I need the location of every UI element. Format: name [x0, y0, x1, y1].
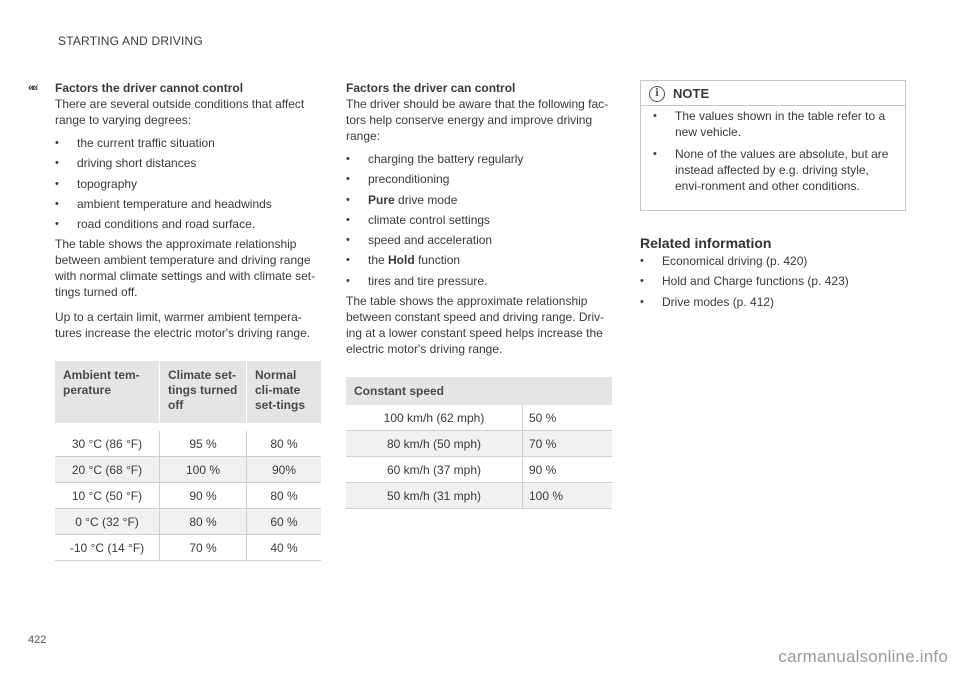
table-cell: 80 %: [247, 431, 322, 457]
list-item: • tires and tire pressure.: [346, 273, 614, 289]
list-item: • ambient temperature and headwinds: [55, 196, 323, 212]
related-link-hold-and-charge[interactable]: • Hold and Charge functions (p. 423): [640, 273, 908, 289]
page-number: 422: [28, 634, 47, 646]
table-cell: 80 %: [247, 483, 322, 509]
related-link-economical-driving[interactable]: • Economical driving (p. 420): [640, 253, 908, 269]
list-item: • speed and acceleration: [346, 232, 614, 248]
right-column: [640, 80, 908, 314]
table-cell: 40 %: [247, 535, 322, 561]
table-cell: 50 %: [523, 405, 613, 431]
table-cell: 60 km/h (37 mph): [346, 457, 523, 483]
note-list: [653, 108, 893, 194]
list-item: • None of the values are absolute, but are instead affected by e.g. driving style, envi-ronment and other conditions.: [653, 146, 893, 194]
table-cell: 70 %: [523, 431, 613, 457]
continued-from-previous-page-icon: ««: [28, 82, 37, 94]
list-item: • topography: [55, 176, 323, 192]
list-item: • Pure drive mode: [346, 192, 614, 208]
cannot-control-intro: There are several outside conditions that affect range to varying degrees:: [55, 97, 305, 127]
table-row: [346, 483, 612, 509]
hold-function-term: Hold: [388, 253, 415, 268]
table-cell: 100 km/h (62 mph): [346, 405, 523, 431]
heading-cannot-control: Factors the driver cannot control: [55, 81, 244, 95]
table-cell: 0 °C (32 °F): [55, 509, 160, 535]
table-cell: 80 km/h (50 mph): [346, 431, 523, 457]
table-cell: -10 °C (14 °F): [55, 535, 160, 561]
column-header: Ambient tem-perature: [55, 361, 160, 423]
related-information-heading: Related information: [640, 235, 772, 251]
table-row: [55, 509, 321, 535]
watermark: carmanualsonline.info: [778, 647, 948, 666]
info-icon: i: [649, 86, 665, 102]
table-cell: 90 %: [523, 457, 613, 483]
middle-column: [346, 80, 614, 509]
table-header-row: [346, 377, 612, 405]
temperature-range-table: [55, 361, 321, 561]
list-item: • driving short distances: [55, 155, 323, 171]
related-link-drive-modes[interactable]: • Drive modes (p. 412): [640, 294, 908, 310]
table-cell: 95 %: [160, 431, 247, 457]
column-header: Constant speed: [346, 377, 612, 405]
note-header: [641, 81, 905, 106]
table-header-row: [55, 361, 321, 423]
warmer-temperature-note: Up to a certain limit, warmer ambient tempera-tures increase the electric motor's driving range.: [55, 310, 311, 341]
table-row: [346, 457, 612, 483]
table-row: [55, 431, 321, 457]
table-cell: 20 °C (68 °F): [55, 457, 160, 483]
can-control-list: [346, 151, 614, 289]
list-item: • climate control settings: [346, 212, 614, 228]
section-header: STARTING AND DRIVING: [58, 34, 203, 48]
list-item: • charging the battery regularly: [346, 151, 614, 167]
pure-mode-term: Pure: [368, 192, 395, 207]
heading-can-control: Factors the driver can control: [346, 81, 516, 95]
table-cell: 90%: [247, 457, 322, 483]
table-row: [346, 405, 612, 431]
table-cell: 60 %: [247, 509, 322, 535]
left-column: [55, 80, 323, 561]
table-cell: 100 %: [523, 483, 613, 509]
cannot-control-list: [55, 135, 323, 232]
list-item: • preconditioning: [346, 171, 614, 187]
list-item: • the current traffic situation: [55, 135, 323, 151]
column-header: Normal cli-mate set-tings: [247, 361, 322, 423]
table-cell: 50 km/h (31 mph): [346, 483, 523, 509]
table-row: [346, 431, 612, 457]
table-row: [55, 535, 321, 561]
list-item: • road conditions and road surface.: [55, 216, 323, 232]
note-box: [640, 80, 906, 211]
speed-range-table: [346, 377, 612, 509]
table-row: [55, 483, 321, 509]
temperature-table-description: The table shows the approximate relationship between ambient temperature and driving range with normal climate settings and with climate set-tings turned off.: [55, 237, 316, 300]
note-title: NOTE: [673, 86, 710, 101]
column-header: Climate set-tings turned off: [160, 361, 247, 423]
table-cell: 100 %: [160, 457, 247, 483]
table-cell: 30 °C (86 °F): [55, 431, 160, 457]
table-cell: 80 %: [160, 509, 247, 535]
list-item: • the Hold function: [346, 252, 614, 268]
list-item: • The values shown in the table refer to a new vehicle.: [653, 108, 893, 140]
can-control-intro: The driver should be aware that the following fac-tors help conserve energy and improve driving range:: [346, 97, 609, 143]
table-cell: 10 °C (50 °F): [55, 483, 160, 509]
table-cell: 90 %: [160, 483, 247, 509]
table-row: [55, 457, 321, 483]
table-cell: 70 %: [160, 535, 247, 561]
related-links-list: [640, 253, 908, 310]
speed-table-description: The table shows the approximate relationship between constant speed and driving range. Driv-ing at a lower constant speed helps increase the electric motor's driving range.: [346, 294, 605, 357]
